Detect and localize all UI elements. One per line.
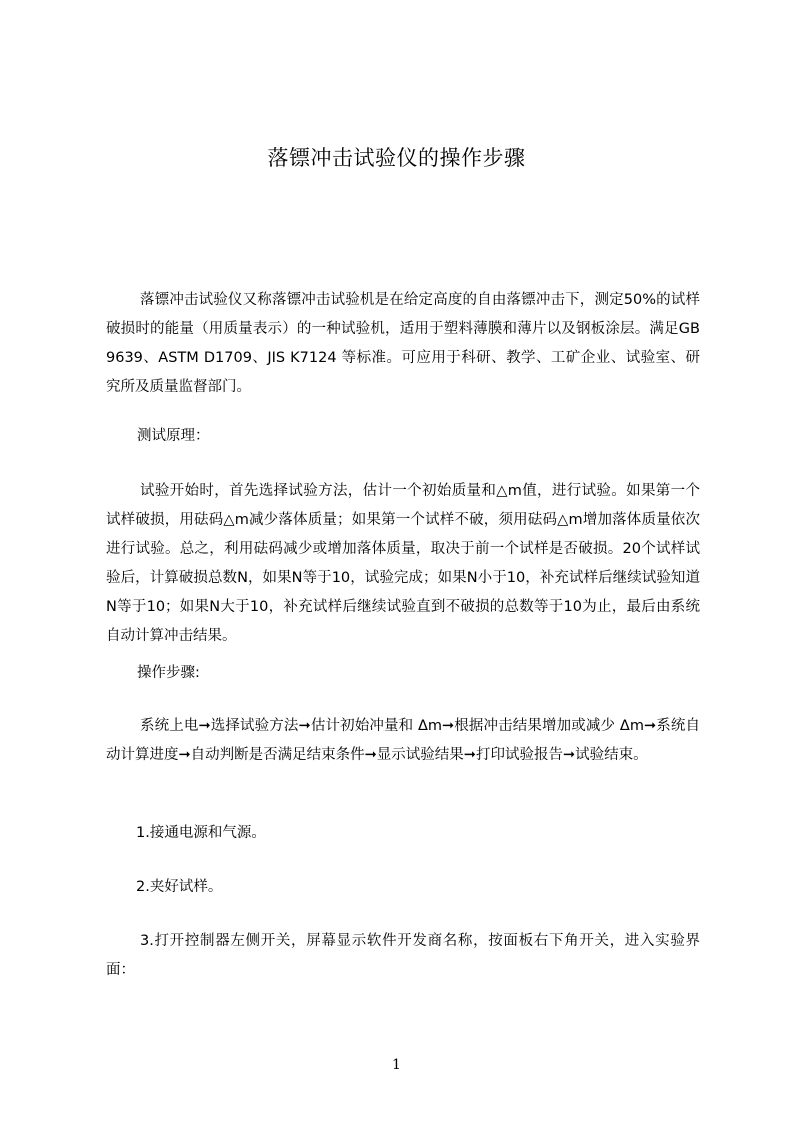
step-1: 1.接通电源和气源。 [136, 825, 266, 841]
step-3: 3.打开控制器左侧开关，屏幕显示软件开发商名称，按面板右下角开关，进入实验界面： [106, 933, 700, 978]
steps-heading: 操作步骤: [137, 665, 200, 681]
principle-paragraph: 试验开始时，首先选择试验方法，估计一个初始质量和△m值，进行试验。如果第一个试样破损，用砝码△m减少落体质量；如果第一个试样不破，须用砝码△m增加落体质量依次进行试验。总之，利用砝码减少或增加落体质量，取决于前一个试样是否破损。20个试样试验后，计算破损总数N，如果N等于10，试验完成；如果N小于10，补充试样后继续试验知道N等于10；如果N大于10，补充试样后继续试验直到不破损的总数等于10为止，最后由系统自动计算冲击结果。 [106, 483, 700, 644]
flow-paragraph: 系统上电➞选择试验方法➞估计初始冲量和 Δm➞根据冲击结果增加或减少 Δm➞系统自动计算进度➞自动判断是否满足结束条件➞显示试验结果➞打印试验报告➞试验结束。 [106, 718, 700, 763]
document-title: 落镖冲击试验仪的操作步骤 [267, 146, 526, 170]
step-2: 2.夹好试样。 [136, 879, 223, 895]
intro-paragraph: 落镖冲击试验仪又称落镖冲击试验机是在给定高度的自由落镖冲击下，测定50%的试样破损时的能量（用质量表示）的一种试验机，适用于塑料薄膜和薄片以及钢板涂层。满足GB 9639、ASTM D1709、JIS K7124 等标准。可应用于科研、教学、工矿企业、试验室、研究所及质量监督部门。 [106, 292, 700, 395]
page-number: 1 [392, 1057, 401, 1073]
principle-heading: 测试原理： [137, 428, 210, 444]
